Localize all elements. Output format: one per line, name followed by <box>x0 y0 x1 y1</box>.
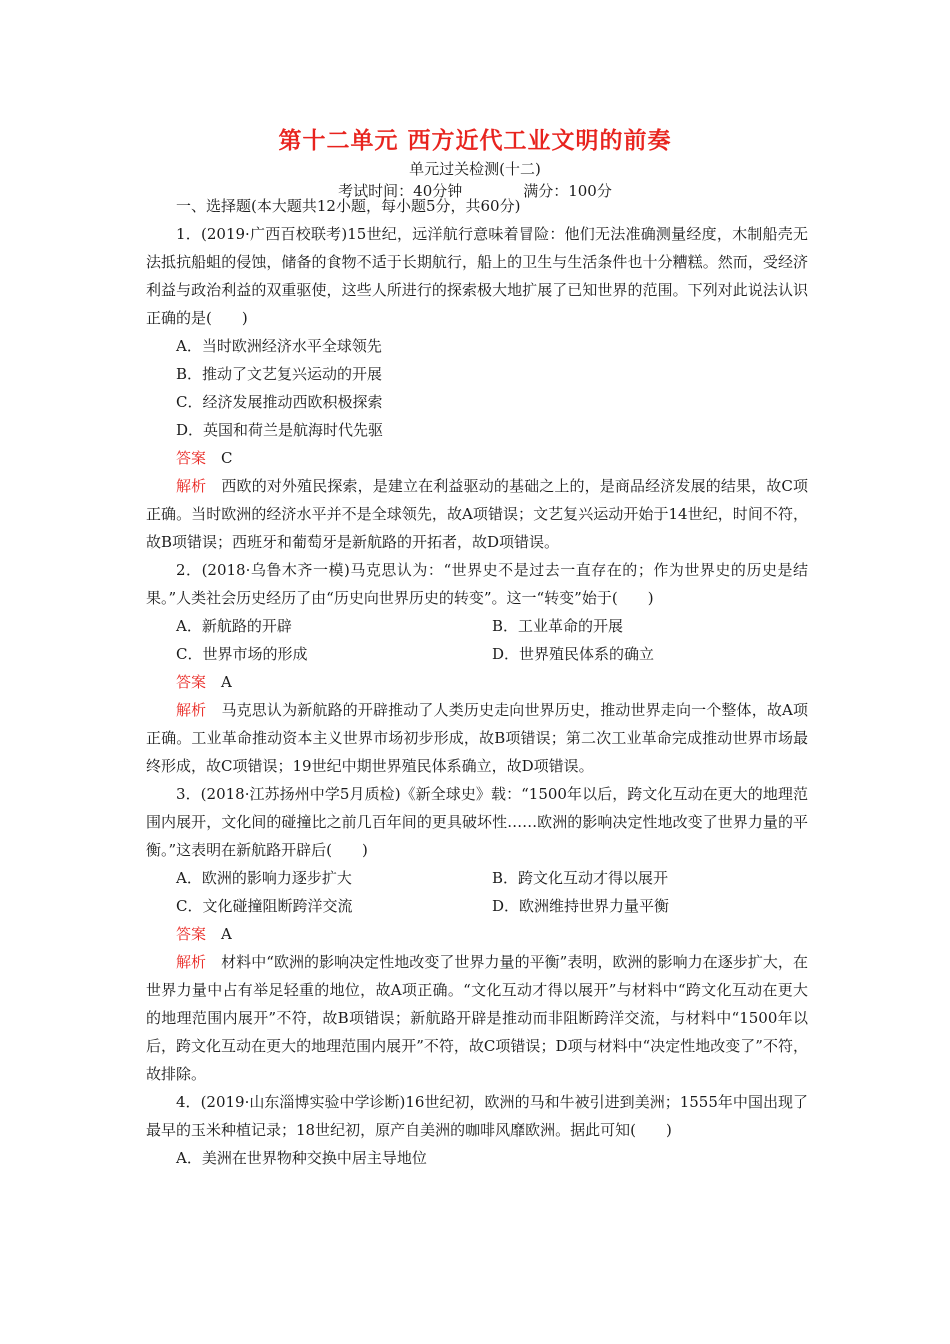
option: A．欧洲的影响力逐步扩大 <box>176 869 352 887</box>
option-row <box>146 612 808 640</box>
question-stem: 1．(2019·广西百校联考)15世纪，远洋航行意味着冒险：他们无法准确测量经度，木制船壳无法抵抗船蛆的侵蚀，储备的食物不适于长期航行，船上的卫生与生活条件也十分糟糕。然而，受经济利益与政治利益的双重驱使，这些人所进行的探索极大地扩展了已知世界的范围。下列对此说法认识正确的是( ) <box>146 225 808 327</box>
question-list <box>146 192 808 1172</box>
question-stem: 4．(2019·山东淄博实验中学诊断)16世纪初，欧洲的马和牛被引进到美洲；1555年中国出现了最早的玉米种植记录；18世纪初，原产自美洲的咖啡风靡欧洲。据此可知( ) <box>146 1093 808 1139</box>
full-score: 满分：100分 <box>523 182 612 200</box>
option: D．世界殖民体系的确立 <box>492 645 655 663</box>
explanation-text: 材料中“欧洲的影响决定性地改变了世界力量的平衡”表明，欧洲的影响力在逐步扩大，在世界力量中占有举足轻重的地位，故A项正确。“文化互动才得以展开”与材料中“跨文化互动在更大的地理范围内展开”不符，故B项错误；新航路开辟是推动而非阻断跨洋交流，与材料中“1500年以后，跨文化互动在更大的地理范围内展开”不符，故C项错误；D项与材料中“决定性地改变了”不符，故排除。 <box>146 953 808 1083</box>
explanation <box>146 696 808 780</box>
explanation <box>146 472 808 556</box>
explanation <box>146 948 808 1088</box>
question-stem: 3．(2018·江苏扬州中学5月质检)《新全球史》载：“1500年以后，跨文化互动在更大的地理范围内展开，文化间的碰撞比之前几百年间的更具破坏性……欧洲的影响决定性地改变了世界力量的平衡。”这表明在新航路开辟后( ) <box>146 785 808 859</box>
option-row <box>146 640 808 668</box>
answer-value: A <box>221 673 232 691</box>
option: D．英国和荷兰是航海时代先驱 <box>176 421 384 439</box>
option: A．当时欧洲经济水平全球领先 <box>176 337 382 355</box>
option: C．文化碰撞阻断跨洋交流 <box>176 897 353 915</box>
answer-value: A <box>221 925 232 943</box>
explanation-label: 解析 <box>176 701 207 719</box>
explanation-text: 马克思认为新航路的开辟推动了人类历史走向世界历史，推动世界走向一个整体，故A项正确。工业革命推动资本主义世界市场初步形成，故B项错误；第二次工业革命完成推动世界市场最终形成，故C项错误；19世纪中期世界殖民体系确立，故D项错误。 <box>146 701 808 775</box>
option: C．世界市场的形成 <box>176 645 308 663</box>
option: A．美洲在世界物种交换中居主导地位 <box>176 1149 427 1167</box>
option-row <box>146 864 808 892</box>
option: B．推动了文艺复兴运动的开展 <box>176 365 383 383</box>
answer-line <box>146 444 808 472</box>
answer-line <box>146 668 808 696</box>
explanation-label: 解析 <box>176 477 207 495</box>
explanation-label: 解析 <box>176 953 207 971</box>
question-stem: 2．(2018·乌鲁木齐一模)马克思认为：“世界史不是过去一直存在的；作为世界史的历史是结果。”人类社会历史经历了由“历史向世界历史的转变”。这一“转变”始于( ) <box>146 561 808 607</box>
answer-line <box>146 920 808 948</box>
explanation-text: 西欧的对外殖民探索，是建立在利益驱动的基础之上的，是商品经济发展的结果，故C项正确。当时欧洲的经济水平并不是全球领先，故A项错误；文艺复兴运动开始于14世纪，时间不符，故B项错误；西班牙和葡萄牙是新航路的开拓者，故D项错误。 <box>146 477 808 551</box>
option-row <box>146 892 808 920</box>
unit-title: 第十二单元 西方近代工业文明的前奏 <box>278 128 672 154</box>
option: D．欧洲维持世界力量平衡 <box>492 897 670 915</box>
option: B．工业革命的开展 <box>492 617 624 635</box>
exam-time: 考试时间：40分钟 <box>338 182 463 200</box>
test-subtitle: 单元过关检测(十二) <box>409 160 541 178</box>
answer-value: C <box>221 449 233 467</box>
option: B．跨文化互动才得以展开 <box>492 869 669 887</box>
option: A．新航路的开辟 <box>176 617 292 635</box>
section-heading: 一、选择题(本大题共12小题，每小题5分，共60分) <box>176 197 521 215</box>
answer-label: 答案 <box>176 673 207 691</box>
answer-label: 答案 <box>176 449 207 467</box>
answer-label: 答案 <box>176 925 207 943</box>
option: C．经济发展推动西欧积极探索 <box>176 393 383 411</box>
